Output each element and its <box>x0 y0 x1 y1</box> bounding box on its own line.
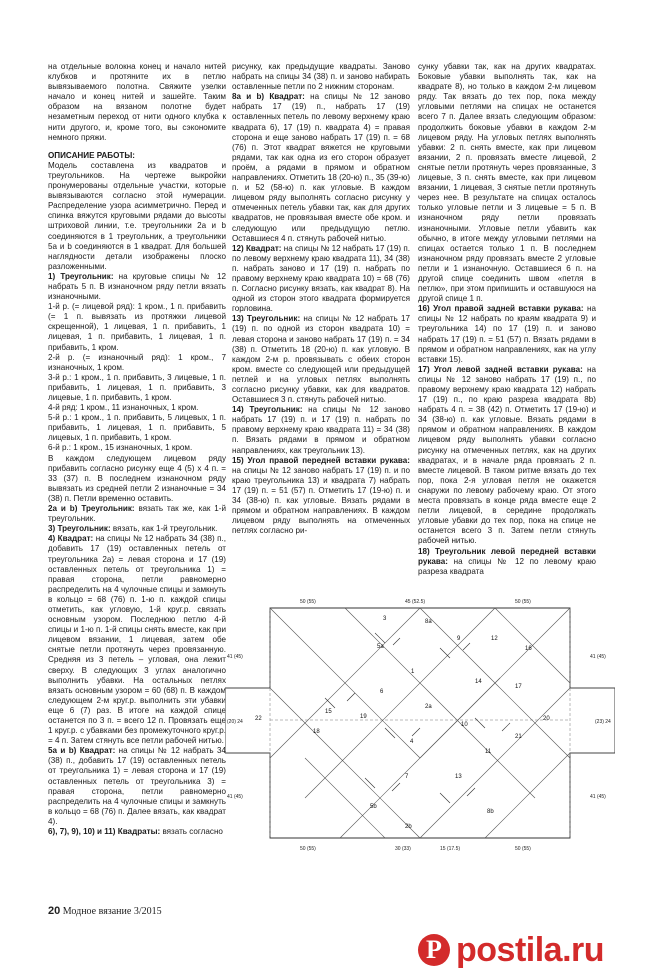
area-label: 8a <box>425 619 432 625</box>
area-label: 22 <box>255 716 262 722</box>
paragraph: 3) Треугольник: вязать, как 1-й треугольник. <box>48 524 218 534</box>
dim-cuff-left: (20) 24 <box>227 719 243 725</box>
area-label: 14 <box>475 679 482 685</box>
area-label: 2b <box>405 824 412 830</box>
pattern-diagram <box>225 578 615 878</box>
paragraph: Модель составлена из квадратов и треугольников. На чертеже выкройки пронумерованы отдельные участки, которые вывязываются согласно этой нумерации. Распределение узора асимметрично. Перед и спинка вяжутся круговыми рядами до высоты штриховой линии, т.е. треугольники 2a и b соединяются в 1 треугольник, а треугольники 5a и b соединяются в 1 квадрат. Для большей наглядности детали изображены плоско разложенными. <box>48 160 226 271</box>
diagram-outline <box>225 608 615 838</box>
dim-bottom-right: 50 (55) <box>515 846 531 852</box>
area-label: 7 <box>405 774 409 780</box>
paragraph: 12) Квадрат: на спицы № 12 набрать 17 (19) п. по левому верхнему краю квадрата 11), 34 (38) п. набрать заново и 17 (19) п. набрать по правому верхнему краю квадрата 10) = 68 (76) п. Согласно рисунку вязать, как квадрат 8). На одной из сторон этого квадрата формируется горловина. <box>232 243 411 314</box>
row-text: 4-й ряд: 1 кром., 11 изнаночных, 1 кром. <box>48 403 199 413</box>
area-label: 10 <box>461 722 468 728</box>
row-text: 2-й р. (= изнаночный ряд): 1 кром., 7 изнаночных, 1 кром. <box>48 352 226 372</box>
diagram-dashed-lines <box>270 608 570 838</box>
paragraph: рисунку, как предыдущие квадраты. Заново набрать на спицы 34 (38) п. и заново набирать оставленные петли по 2 нижним сторонам. <box>232 62 410 92</box>
dim-bottom-mid1: 30 (33) <box>395 846 411 852</box>
dim-bottom-mid2: 15 (17.5) <box>440 846 461 852</box>
paragraph: на отдельные волокна конец и начало нитей клубков и протяните их в петлю вывязываемого полотна. Свяжите узелки начало и конец нитей и зашейте. Таким образом на вязаном полотне будет незаметным переход от нити одного клубка к нити другого, и, кроме того, вы сэкономите немного пряжи. <box>48 62 226 142</box>
paragraph: сунку убавки так, как на других квадратах. Боковые убавки выполнять так, как на квадрате 8), но только в каждом 2-м лицевом ряду. Так вязать до тех пор, пока между угловыми петлями на спицах не останется всего 7 п. Далее вязать следующим образом: продолжить боковые убавки в каждом 2-м лицевом ряду. На угловых петлях выполнять убавки: 2 п. снять вместе, как при лицевом вязании, 2 п. провязать вместе лицевой, 2 снятые петли протянуть через провязанные, 3 лицевые, 3 п. снять вместе, как при лицевом вязании, 1 лицевая, 3 снятые петли протянуть через нее. В результате на спицах осталось только угловые петли и 3 лицевые = 5 п. В изнаночном ряду петли провязать изнаночными. Угловые петли убавить как обычно, в итоге между угловыми петлями на спицах остается только 1 п. В последнем изнаночном ряду провязать вместе 2 угловые петли и 1 изнаночную. Оставшиеся 6 п. на другой спице соединить швом «петля в петлю», при этом припишить и оставшуюся на другой спице 1 п. <box>418 62 596 304</box>
postila-logo-icon: P <box>418 934 450 966</box>
row-text: 1-й р. (= лицевой ряд): 1 кром., 1 п. прибавить (= 1 п. вывязать из протяжки лицевой скрещенной), 1 лицевая, 1 п. прибавить, 1 лицевая, 1 п. прибавить, 1 лицевая, 1 п. прибавить, 1 кром. <box>48 302 226 352</box>
area-label: 18 <box>313 729 320 735</box>
area-label: 17 <box>515 684 522 690</box>
paragraph: 14) Треугольник: на спицы № 12 заново набрать 17 (19) п. и 17 (19) п. набрать по правому верхнему краю квадрата 11) = 34 (38) п. Вязать рядами в прямом и обратном направлениях, как треугольник 13). <box>232 405 411 455</box>
area-label: 19 <box>360 714 367 720</box>
area-label: 9 <box>457 636 461 642</box>
area-label: 12 <box>491 636 498 642</box>
area-label: 2a <box>425 704 432 710</box>
area-label: 5a <box>377 644 384 650</box>
paragraph: 6), 7), 9), 10) и 11) Квадраты: вязать согласно <box>48 827 223 837</box>
watermark-text: postila.ru <box>456 930 605 969</box>
paragraph: 2a и b) Треугольник: вязать так же, как 1-й треугольник. <box>48 504 226 524</box>
area-labels <box>255 616 550 830</box>
paragraph: 18) Треугольник левой передней вставки рукава: на спицы № 12 по левому краю разреза квадрата <box>418 546 596 576</box>
dim-side-left: 41 (45) <box>227 654 243 660</box>
text-column-3 <box>418 62 596 577</box>
step-title: 1) Треугольник: <box>48 271 114 281</box>
dim-bottom-left: 50 (55) <box>300 846 316 852</box>
page-number: 20 <box>48 905 61 917</box>
area-label: 6 <box>380 689 384 695</box>
row-text: 3-й р.: 1 кром., 1 п. прибавить, 3 лицевые, 1 п. прибавить, 1 лицевая, 1 п. прибавить, 3 лицевые, 1 п. прибавить, 1 кром. <box>48 372 226 402</box>
dim-cuff-right: (23) 24 <box>595 719 611 725</box>
dimension-labels <box>227 599 611 852</box>
area-label: 8b <box>487 809 494 815</box>
area-label: 4 <box>410 739 414 745</box>
page-footer <box>48 905 162 917</box>
paragraph: 16) Угол правой задней вставки рукава: на спицы № 12 набрать по краям квадрата 9) и треугольника 14) по 17 (19) п. и заново набрать 17 (19) п. = 51 (57) п. Вязать рядами в прямом и обратном направлениях, как на углу вставки 15). <box>418 304 596 364</box>
paragraph: 17) Угол левой задней вставки рукава: на спицы № 12 заново набрать 17 (19) п., по правому верхнему краю квадрата 12) набрать 17 (19) п., по краю разреза квадрата 8b) набрать 4 п. = 38 (42) п. Отметить 17 (19-ю) и 34 (38-ю) п. как угловые. Вязать рядами в прямом и обратном направлениях. В каждом лицевом ряду выполнять убавки согласно рисунку на отмеченных петлях, как на других квадратах, и в начале ряда провязать 2 п. вместе лицевой. В таком ритме вязать до тех пор, пока 2-я угловая петля не окажется снаружи по левому рабочему краю. От этого места провязать в конце ряда вместе еще 2 петли лицевой, в середине продолжать угловые убавки до тех пор, пока на спице не останется всего 3 п. Затем петли стянуть рабочей нитью. <box>418 364 596 546</box>
dim-top-right: 50 (55) <box>515 599 531 605</box>
row-text: 6-й р.: 1 кром., 15 изнаночных, 1 кром. <box>48 443 193 453</box>
area-label: 21 <box>515 734 522 740</box>
area-label: 16 <box>525 646 532 652</box>
paragraph: 13) Треугольник: на спицы № 12 набрать 17 (19) п. по одной из сторон квадрата 10) = левая сторона и заново набрать 17 (19) п. = 34 (38) п. Отметить 18 (20-ю) п. как угловую. В каждом 2-м р. провязывать с обеих сторон кром. вместе со следующей или предыдущей петлей и на угловых петлях выполнять согласно рисунку убавки, как для квадратов. Оставшиеся 3 п. стянуть рабочей нитью. <box>232 314 410 405</box>
text-column-1 <box>48 62 226 837</box>
text-column-2 <box>232 62 410 536</box>
dim-low-left: 41 (45) <box>227 794 243 800</box>
magazine-title: Модное вязание 3/2015 <box>62 906 162 917</box>
paragraph: 5a и b) Квадрат: на спицы № 12 набрать 34 (38) п., добавить 17 (19) оставленных петель от треугольника 1) = левая сторона и 17 (19) оставленных петель от треугольника 3) = правая сторона, петли равномерно распределить на 4 чулочные спицы и замкнуть в кольцо = 68 (76) п. Далее вязать, как квадрат 4). <box>48 746 226 826</box>
paragraph: 4) Квадрат: на спицы № 12 набрать 34 (38) п., добавить 17 (19) оставленных петель от треугольника 2a) = левая сторона и 17 (19) оставленных петель от треугольника 1) = правая сторона, петли равномерно распределить на 4 чулочные спицы и замкнуть в кольцо = 68 (76) п. 1-ю п. каждой спицы отметить, как угловую, 1-й круг.р. связать основным узором. Последнюю петлю 4-й спицы и 1-ю п. 1-й спицы снять вместе, как при лицевом вязании, 1 лицевая, затем обе снятые петли протянуть через провязанную. Средняя из 3 петель – угловая, она лежит сверху. В следующих 3 углах аналогично выполнить убавки. На остальных петлях вязать основным узором = 60 (68) п. В каждом следующем 2-м круг.р. выполнить эти убавки еще 6 (7) раз. В итоге на каждой спице останется по 3 п. = всего 12 п. Провязать еще 1 круг.р. с убавками без промежуточного круг.р. = 4 п. Затем стянуть все петли рабочей нитью. <box>48 534 226 746</box>
dim-low-right: 41 (45) <box>590 794 606 800</box>
paragraph: 1) Треугольник: на круговые спицы № 12 набрать 5 п. В изнаночном ряду петли вязать изнаночными. <box>48 271 227 302</box>
dim-side-right: 41 (45) <box>590 654 606 660</box>
area-label: 1 <box>411 669 415 675</box>
area-label: 20 <box>543 716 550 722</box>
dim-top-left: 50 (55) <box>300 599 316 605</box>
watermark <box>418 930 648 970</box>
section-heading: ОПИСАНИЕ РАБОТЫ: <box>48 150 135 160</box>
diagram-arrows <box>325 633 510 803</box>
dim-top-mid: 45 (52.5) <box>405 599 426 605</box>
area-label: 11 <box>485 749 492 755</box>
paragraph: 15) Угол правой передней вставки рукава: на спицы № 12 заново набрать 17 (19) п. и по краю треугольника 13) и квадрата 7) набрать 17 (19) п. = 51 (57) п. Отметить 17 (19-ю) п. и 34 (38-ю) п. как угловые. Вязать рядами в прямом и обратном направлениях. В каждом лицевом ряду выполнять на отмеченных петлях согласно ри- <box>232 455 410 536</box>
area-label: 5b <box>370 804 377 810</box>
area-label: 3 <box>383 616 387 622</box>
area-label: 13 <box>455 774 462 780</box>
row-text: 5-й р.: 1 кром., 1 п. прибавить, 5 лицевых, 1 п. прибавить, 1 лицевая, 1 п. прибавить, 5 лицевых, 1 п. прибавить, 1 кром. <box>48 413 226 443</box>
diagram-grid <box>225 608 615 838</box>
paragraph: 8a и b) Квадрат: на спицы № 12 заново набрать 17 (19) п., набрать 17 (19) оставленных петель по левому верхнему краю квадрата 6), 17 (19) п. квадрата 4) = правая сторона и еще заново набрать 17 (19) п. = 68 (76) п. Этот квадрат вяжется не круговыми рядами, так как одна из его сторон образует проём, а рядами в прямом и обратном направлениях. Отметить 18 (20-ю) п., 35 (39-ю) п. и 52 (58-ю) п. как угловые. В каждом лицевом ряду выполнять согласно рисунку у отмеченных петель убавки так, как для других квадратов, не провязывая вместе обе кром. и следующую или предыдущую петлю. Оставшиеся 4 п. стянуть рабочей нитью. <box>232 92 411 243</box>
area-label: 15 <box>325 709 332 715</box>
paragraph: В каждом следующем лицевом ряду прибавить согласно рисунку еще 4 (5) x 4 п. = 33 (37) п. В последнем изнаночном ряду вывязать из средней петли 2 изнаночные = 34 (38) п. Петли временно оставить. <box>48 453 226 503</box>
